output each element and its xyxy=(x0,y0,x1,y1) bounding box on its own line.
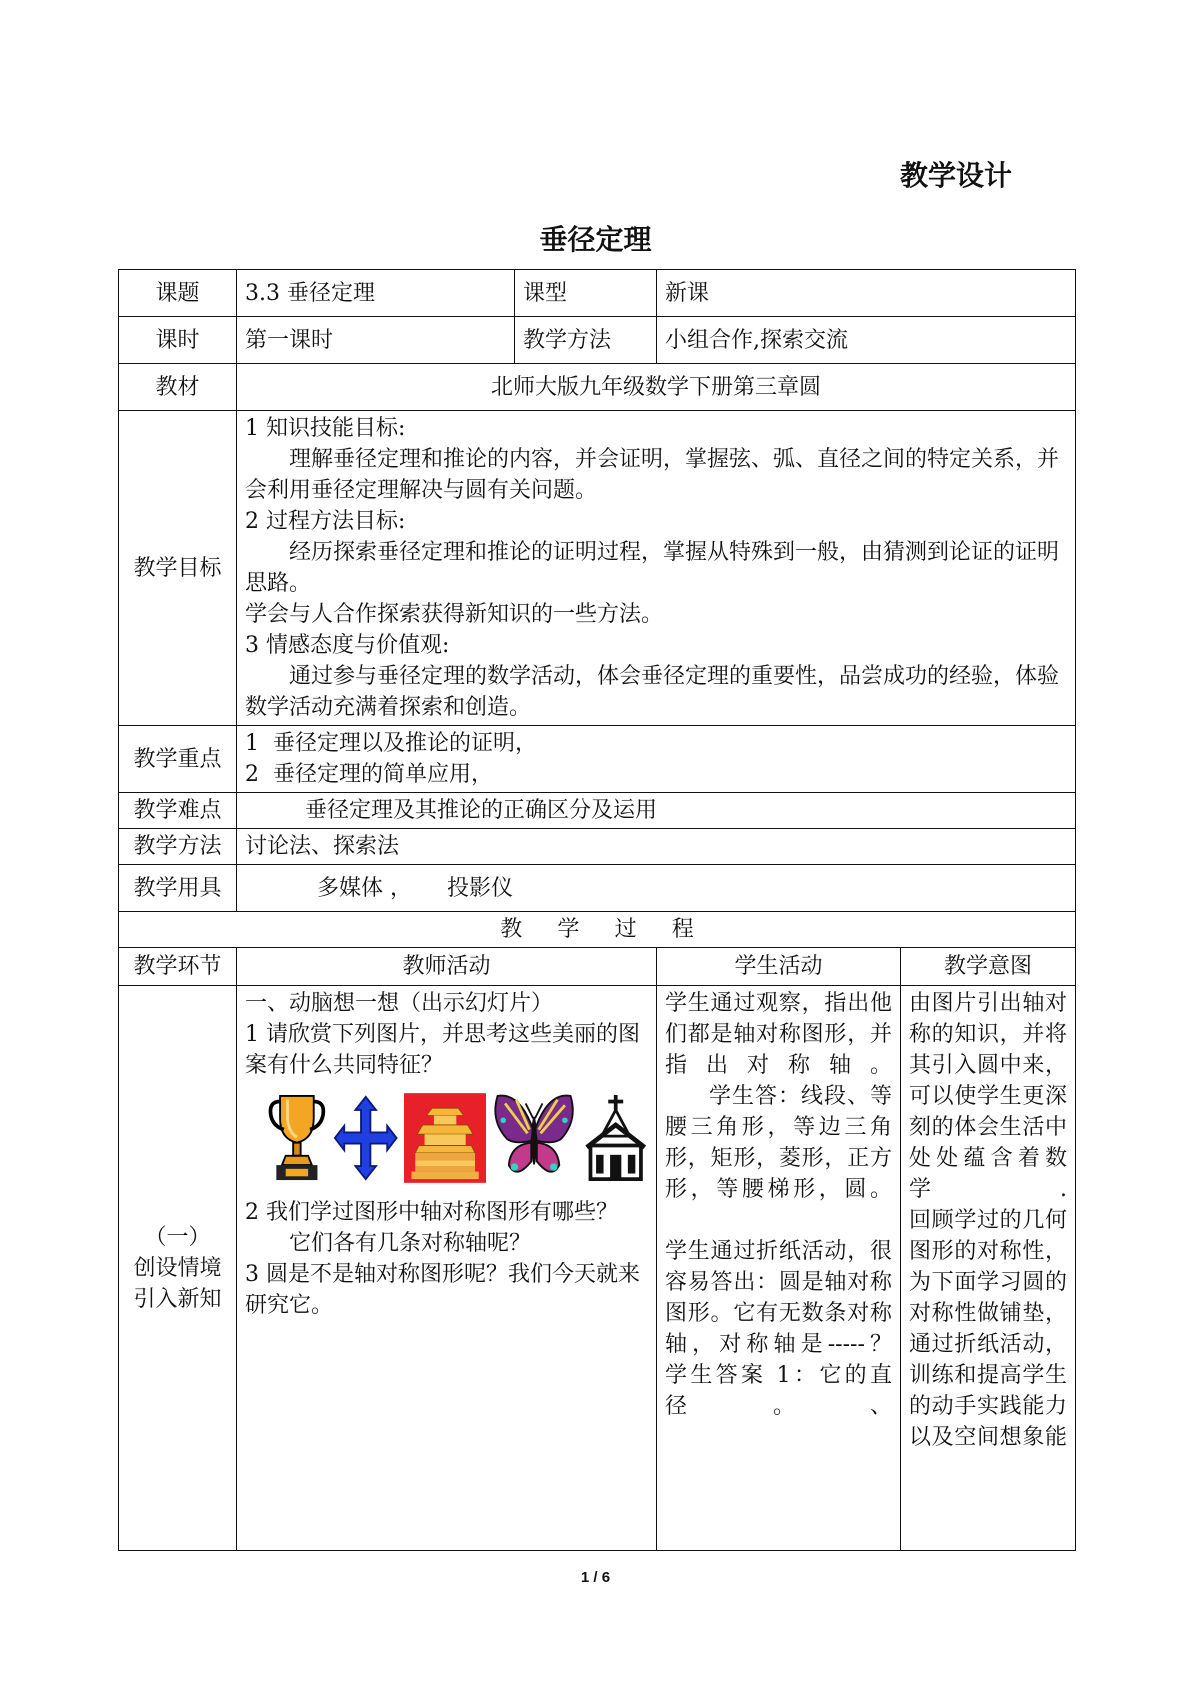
stage-1-label xyxy=(119,986,237,1551)
difficulty-value: 垂径定理及其推论的正确区分及运用 xyxy=(237,793,1076,829)
teacher-line: 它们各有几条对称轴呢？ xyxy=(289,1231,532,1256)
goals-line: 通过参与垂径定理的数学活动，体会垂径定理的重要性，品尝成功的经验，体验数学活动充满着探索和创造。 xyxy=(245,664,1060,720)
intent-text: 由图片引出轴对称的知识，并将其引入圆中来，可以使学生更深刻的体会生活中处处蕴含着数学. xyxy=(909,991,1068,1202)
intent-text: 通过折纸活动，训练和提高学生的动手实践能力以及空间想象能 xyxy=(909,1332,1068,1450)
methods-label: 教学方法 xyxy=(119,829,237,865)
topic-value: 3.3 垂径定理 xyxy=(237,270,515,317)
topic-label: 课题 xyxy=(119,270,237,317)
row-key-points xyxy=(119,726,1076,793)
row-period xyxy=(119,317,1076,364)
stage-1-line: （一） xyxy=(144,1224,211,1250)
stage-1-line: 引入新知 xyxy=(133,1286,222,1312)
key-point-line: 1 垂径定理以及推论的证明， xyxy=(245,731,537,756)
student-text: 学生通过折纸活动，很容易答出：圆是轴对称图形。它有无数条对称轴，对称轴是-----？ xyxy=(665,1239,892,1357)
row-difficulty xyxy=(119,793,1076,829)
goals-line: 学会与人合作探索获得新知识的一些方法。 xyxy=(245,602,664,627)
key-points-content xyxy=(237,726,1076,793)
row-column-headers xyxy=(119,948,1076,986)
method-value: 小组合作,探索交流 xyxy=(657,317,1076,364)
process-title: 教学过程 xyxy=(500,917,730,942)
row-topic xyxy=(119,270,1076,317)
lesson-title: 垂径定理 xyxy=(539,223,652,256)
teacher-line: 3 圆是不是轴对称图形呢？我们今天就来研究它。 xyxy=(245,1262,640,1318)
goals-line: 理解垂径定理和推论的内容，并会证明，掌握弦、弧、直径之间的特定关系，并会利用垂径定理解决与圆有关问题。 xyxy=(245,447,1060,503)
student-text: 学生通过观察，指出他们都是轴对称图形，并指出对称轴。 xyxy=(665,991,892,1078)
row-material xyxy=(119,364,1076,411)
symmetric-pictures xyxy=(245,1081,648,1197)
teacher-activity xyxy=(237,986,657,1551)
spacer xyxy=(665,1205,892,1236)
gate-tower-icon xyxy=(404,1090,486,1186)
period-label: 课时 xyxy=(119,317,237,364)
stage-header: 教学环节 xyxy=(119,948,237,986)
page-number: 1 / 6 xyxy=(580,1569,611,1586)
teacher-header: 教师活动 xyxy=(237,948,657,986)
goals-line: 2 过程方法目标: xyxy=(245,509,406,534)
type-label: 课型 xyxy=(515,270,657,317)
four-arrow-icon xyxy=(333,1092,398,1184)
teacher-line: 2 我们学过图形中轴对称图形有哪些？ xyxy=(245,1200,618,1225)
student-header: 学生活动 xyxy=(657,948,901,986)
goals-line: 经历探索垂径定理和推论的证明过程，掌握从特殊到一般，由猜测到论证的证明思路。 xyxy=(245,540,1060,596)
student-text: 学生答：线段、等腰三角形，等边三角形，矩形，菱形，正方形，等腰梯形，圆。 xyxy=(665,1084,892,1202)
teaching-intent xyxy=(901,986,1076,1551)
stage-1-line: 创设情境 xyxy=(133,1255,222,1281)
teacher-line: 1 请欣赏下列图片，并思考这些美丽的图案有什么共同特征？ xyxy=(245,1022,640,1078)
tools-label: 教学用具 xyxy=(119,865,237,912)
teacher-line: 一、动脑想一想（出示幻灯片） xyxy=(245,991,554,1016)
key-point-line: 2 垂径定理的简单应用， xyxy=(245,762,493,787)
church-icon xyxy=(583,1090,648,1186)
row-process-title xyxy=(119,912,1076,948)
process-title-cell xyxy=(119,912,1076,948)
tools-value: 多媒体 ， 投影仪 xyxy=(237,865,1076,912)
lesson-plan-table xyxy=(118,269,1076,1551)
material-value: 北师大版九年级数学下册第三章圆 xyxy=(237,364,1076,411)
goals-label: 教学目标 xyxy=(119,411,237,726)
row-methods xyxy=(119,829,1076,865)
material-label: 教材 xyxy=(119,364,237,411)
row-stage-1 xyxy=(119,986,1076,1551)
row-tools xyxy=(119,865,1076,912)
method-label: 教学方法 xyxy=(515,317,657,364)
period-value: 第一课时 xyxy=(237,317,515,364)
document-title: 教学设计 xyxy=(899,159,1012,192)
goals-line: 1 知识技能目标: xyxy=(245,416,406,441)
butterfly-icon xyxy=(492,1089,576,1187)
intent-header: 教学意图 xyxy=(901,948,1076,986)
student-text: 学生答案 1：它的直径。、 xyxy=(665,1363,892,1419)
intent-text: 回顾学过的几何图形的对称性，为下面学习圆的对称性做铺垫， xyxy=(909,1208,1068,1326)
row-goals xyxy=(119,411,1076,726)
goals-content xyxy=(237,411,1076,726)
key-points-label: 教学重点 xyxy=(119,726,237,793)
goals-line: 3 情感态度与价值观: xyxy=(245,633,450,658)
student-activity xyxy=(657,986,901,1551)
trophy-icon xyxy=(267,1089,327,1187)
methods-value: 讨论法、探索法 xyxy=(237,829,1076,865)
difficulty-label: 教学难点 xyxy=(119,793,237,829)
type-value: 新课 xyxy=(657,270,1076,317)
